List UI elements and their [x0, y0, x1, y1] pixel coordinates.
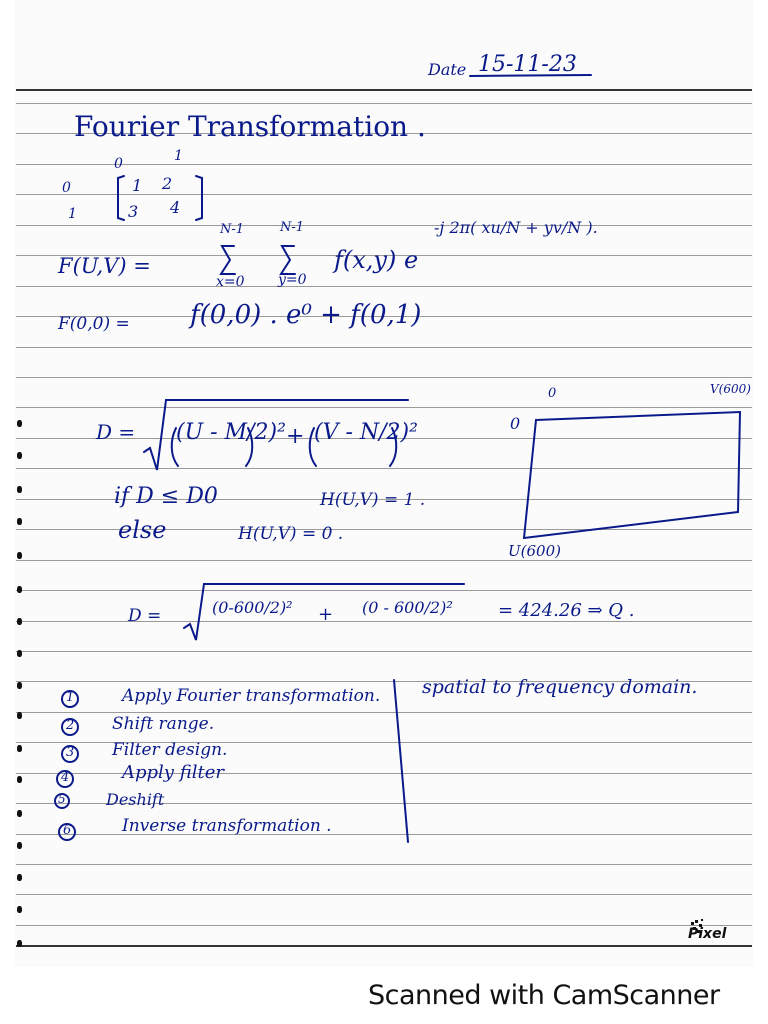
sketch-top-right-label: V(600) — [710, 382, 751, 396]
matrix-col-index-1: 1 — [174, 148, 183, 164]
sum1-lower-limit: x=0 — [216, 274, 245, 290]
f00-lhs: F(0,0) = — [58, 314, 130, 334]
matrix-row-index-1: 1 — [68, 206, 77, 222]
step-text: Shift range. — [112, 714, 215, 734]
distance-term-v: (V - N/2)² — [314, 420, 418, 445]
step-text: Filter design. — [112, 740, 228, 760]
else-label: else — [118, 516, 167, 544]
sum2-upper-limit: N-1 — [280, 220, 305, 235]
step-number: 4 — [61, 770, 70, 785]
step-number: 2 — [66, 718, 75, 733]
step-number: 5 — [58, 792, 66, 806]
sketch-top-zero: 0 — [548, 386, 557, 401]
f00-rhs: f(0,0) . e⁰ + f(0,1) — [190, 300, 422, 330]
domain-note: spatial to frequency domain. — [422, 676, 698, 698]
calc-plus: + — [318, 604, 334, 625]
matrix-col-index-0: 0 — [114, 156, 123, 172]
step-text: Apply filter — [122, 762, 224, 783]
page-title: Fourier Transformation . — [74, 110, 426, 143]
distance-plus: + — [286, 424, 305, 449]
camscanner-footer: Scanned with CamScanner — [368, 980, 720, 1011]
fourier-exponent: -j 2π( xu/N + yv/N ). — [434, 218, 598, 237]
matrix-row-index-0: 0 — [62, 180, 71, 196]
pixel-logo-text: Pixel — [688, 926, 727, 942]
calc-result: = 424.26 ⇒ Q . — [498, 600, 635, 621]
step-text: Inverse transformation . — [122, 816, 332, 836]
step-number: 1 — [66, 690, 75, 705]
step-number: 6 — [63, 823, 72, 838]
step-number: 3 — [66, 745, 75, 760]
fourier-lhs: F(U,V) = — [58, 254, 151, 278]
distance-term-u: (U - M/2)² — [176, 420, 286, 445]
if-result: H(U,V) = 1 . — [320, 490, 426, 510]
matrix-cell-r1c1: 4 — [170, 198, 181, 217]
sum1-upper-limit: N-1 — [220, 222, 245, 237]
if-condition: if D ≤ D0 — [114, 484, 218, 509]
sketch-left-zero: 0 — [510, 414, 521, 433]
step-text: Apply Fourier transformation. — [122, 686, 381, 706]
matrix-cell-r0c0: 1 — [132, 176, 143, 195]
distance-lhs: D = — [96, 420, 136, 444]
fourier-body: f(x,y) e — [334, 246, 419, 274]
matrix-cell-r0c1: 2 — [162, 174, 173, 193]
else-result: H(U,V) = 0 . — [238, 524, 344, 544]
sketch-bottom-left-label: U(600) — [508, 542, 561, 560]
notebook-page — [16, 0, 752, 965]
calc-term-2: (0 - 600/2)² — [362, 598, 453, 617]
sum2-lower-limit: y=0 — [278, 272, 307, 288]
calc-lhs: D = — [128, 606, 162, 626]
step-text: Deshift — [106, 790, 165, 809]
date-value: 15-11-23 — [478, 52, 577, 77]
date-label: Date — [428, 60, 467, 79]
matrix-cell-r1c0: 3 — [128, 202, 139, 221]
calc-term-1: (0-600/2)² — [212, 598, 293, 617]
